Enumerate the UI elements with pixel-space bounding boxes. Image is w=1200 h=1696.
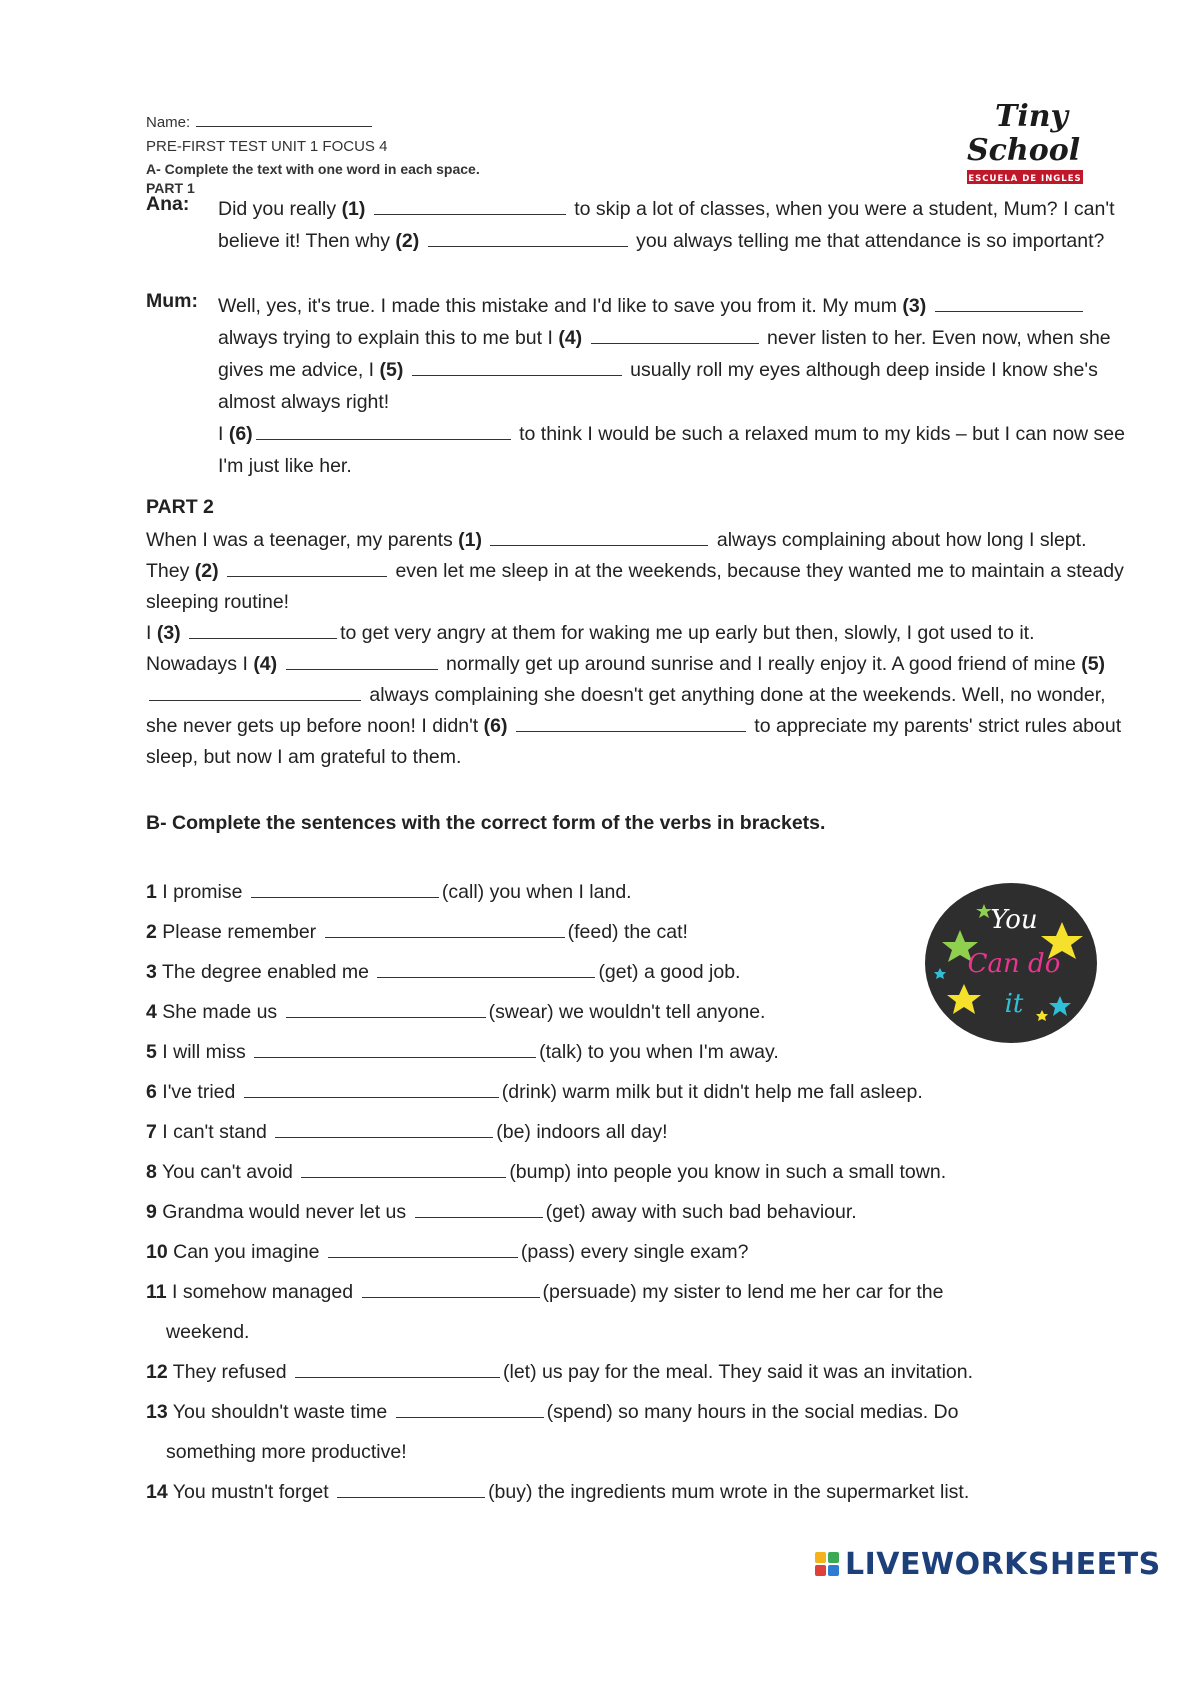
mum-text-a: Well, yes, it's true. I made this mistake and I'd like to save you from it. My mum [218,295,903,317]
part1-gap-3[interactable] [935,293,1083,312]
item-gap[interactable] [415,1199,543,1218]
name-label: Name: [146,114,191,131]
part2-text-2: always complaining about how long I slept. They [146,529,1087,582]
part1-gap-5[interactable] [412,357,622,376]
part2-number-5: (5) [1081,653,1106,675]
part2-text-3: even let me sleep in at the weekends, because they wanted me to maintain a steady sleeping routine! [146,560,1124,613]
part1-gap-4[interactable] [591,325,759,344]
section-b-title: B- Complete the sentences with the correct form of the verbs in brackets. [146,812,826,834]
item-after: (get) away with such bad behaviour. [545,1201,857,1223]
item-before: I somehow managed [172,1281,354,1303]
item-continuation: weekend. [166,1321,250,1343]
part2-gap-2[interactable] [227,558,387,577]
liveworksheets-brand [815,1544,1161,1584]
item-before: The degree enabled me [161,961,370,983]
item-before: You can't avoid [161,1161,293,1183]
item-number: 2 [146,921,157,943]
instruction-a: A- Complete the text with one word in each space. [146,161,480,177]
part2-gap-6[interactable] [516,713,746,732]
exercise-item [146,1152,1126,1192]
item-after: (feed) the cat! [567,921,688,943]
logo-tagline: ESCUELA DE INGLES [968,174,1082,184]
item-gap[interactable] [301,1159,506,1178]
item-gap[interactable] [362,1279,540,1298]
test-title: PRE-FIRST TEST UNIT 1 FOCUS 4 [146,138,388,155]
item-after: (swear) we wouldn't tell anyone. [488,1001,766,1023]
part2-gap-4[interactable] [286,651,438,670]
part2-gap-5[interactable] [149,682,361,701]
gap-number-1: (1) [341,198,366,220]
item-before: Please remember [162,921,317,943]
part2-text-6: normally get up around sunrise and I really enjoy it. A good friend of mine [440,653,1082,675]
item-number: 4 [146,1001,157,1023]
exercise-item [146,1112,1126,1152]
gap-number-4: (4) [558,327,583,349]
ana-text-a: Did you really [218,198,342,220]
logo-line1: Tiny [995,99,1068,134]
you-can-do-it-badge [922,880,1100,1046]
part1-gap-1[interactable] [374,196,566,215]
item-after: (talk) to you when I'm away. [539,1041,779,1063]
part2-paragraph-2 [146,618,1126,773]
dialogue-mum [146,290,1126,482]
part2-text-7: always complaining she doesn't get anything done at the weekends. Well, no wonder, she never gets up before noon! I didn't [146,684,1106,737]
mum-text-c: never listen to her. Even now, when she gives me advice, I [218,327,1111,381]
item-before: She made us [162,1001,278,1023]
logo-square-d [828,1565,839,1576]
part2-number-1: (1) [458,529,483,551]
item-number: 3 [146,961,157,983]
item-continuation: something more productive! [166,1441,407,1463]
item-after: (call) you when I land. [441,881,632,903]
item-gap[interactable] [251,879,439,898]
item-number: 10 [146,1241,168,1263]
ana-text [218,193,1126,257]
item-gap[interactable] [244,1079,499,1098]
speaker-ana: Ana: [146,193,190,215]
item-gap[interactable] [275,1119,493,1138]
exercise-item [146,1352,1126,1392]
logo-square-b [828,1552,839,1563]
part2-number-3: (3) [156,622,181,644]
item-number: 11 [146,1281,167,1303]
exercise-item [146,1392,1126,1472]
item-number: 7 [146,1121,157,1143]
part2-text-1: When I was a teenager, my parents [146,529,459,551]
gap-number-2: (2) [395,230,420,252]
item-number: 13 [146,1401,168,1423]
part2-gap-3[interactable] [189,620,337,639]
item-number: 14 [146,1481,168,1503]
logo-square-a [815,1552,826,1563]
item-gap[interactable] [328,1239,518,1258]
item-after: (drink) warm milk but it didn't help me fall asleep. [501,1081,923,1103]
item-gap[interactable] [377,959,595,978]
gap-number-3: (3) [902,295,927,317]
item-number: 8 [146,1161,157,1183]
part2-gap-1[interactable] [490,527,708,546]
item-before: Grandma would never let us [162,1201,407,1223]
dialogue-ana [146,193,1126,257]
item-after: (pass) every single exam? [520,1241,749,1263]
item-before: They refused [172,1361,287,1383]
mum-text-b: always trying to explain this to me but I [218,327,559,349]
item-after: (let) us pay for the meal. They said it was an invitation. [503,1361,974,1383]
badge-line1: You [990,905,1038,935]
logo-square-c [815,1565,826,1576]
exercise-item [146,1232,1126,1272]
mum-text-e: I [218,423,229,445]
tiny-school-logo [955,92,1085,190]
speaker-mum: Mum: [146,290,198,312]
part2-text-4: I [146,622,157,644]
item-gap[interactable] [295,1359,500,1378]
mum-text-f: to think I would be such a relaxed mum to my kids – but I can now see I'm just like her. [218,423,1125,477]
badge-line2: Can do [967,949,1061,979]
logo-line2: School [967,133,1081,168]
item-before: I will miss [162,1041,246,1063]
part2-title: PART 2 [146,496,214,518]
part2-number-6: (6) [483,715,508,737]
item-before: I promise [162,881,243,903]
item-gap[interactable] [337,1479,485,1498]
item-number: 1 [146,881,157,903]
gap-number-5: (5) [379,359,404,381]
part1-label: PART 1 [146,180,195,196]
item-gap[interactable] [396,1399,544,1418]
mum-text-d: usually roll my eyes although deep inside I know she's almost always right! [218,359,1098,413]
exercise-item [146,1272,1126,1352]
item-number: 5 [146,1041,157,1063]
item-after: (spend) so many hours in the social medias. Do [546,1401,959,1423]
ana-text-c: you always telling me that attendance is so important? [630,230,1105,252]
name-field [146,112,372,131]
part1-gap-6[interactable] [256,421,511,440]
part2-number-2: (2) [194,560,219,582]
gap-number-6: (6) [228,423,253,445]
part1-gap-2[interactable] [428,228,628,247]
item-after: (persuade) my sister to lend me her car for the [542,1281,944,1303]
item-gap[interactable] [286,999,486,1018]
mum-text [218,290,1126,482]
item-after: (buy) the ingredients mum wrote in the supermarket list. [488,1481,970,1503]
badge-line3: it [1004,989,1024,1019]
item-gap[interactable] [325,919,565,938]
ana-text-b: to skip a lot of classes, when you were a student, Mum? I can't believe it! Then why [218,198,1115,252]
brand-name: LIVEWORKSHEETS [845,1546,1161,1582]
name-blank[interactable] [196,112,372,127]
part2-paragraph-1 [146,525,1126,618]
part2-text-5: to get very angry at them for waking me up early but then, slowly, I got used to it. Nowadays I [146,622,1035,675]
exercise-item [146,1472,1126,1512]
item-after: (get) a good job. [598,961,741,983]
liveworksheets-logo-icon [815,1552,839,1576]
item-before: Can you imagine [173,1241,320,1263]
item-before: I can't stand [162,1121,267,1143]
part2-text-8: to appreciate my parents' strict rules about sleep, but now I am grateful to them. [146,715,1122,768]
exercise-item [146,1192,1126,1232]
item-before: You mustn't forget [172,1481,329,1503]
item-before: I've tried [162,1081,236,1103]
item-number: 12 [146,1361,168,1383]
part2-number-4: (4) [253,653,278,675]
item-number: 6 [146,1081,157,1103]
item-after: (bump) into people you know in such a small town. [509,1161,947,1183]
item-before: You shouldn't waste time [172,1401,388,1423]
item-number: 9 [146,1201,157,1223]
item-gap[interactable] [254,1039,536,1058]
item-after: (be) indoors all day! [496,1121,668,1143]
exercise-item [146,1072,1126,1112]
